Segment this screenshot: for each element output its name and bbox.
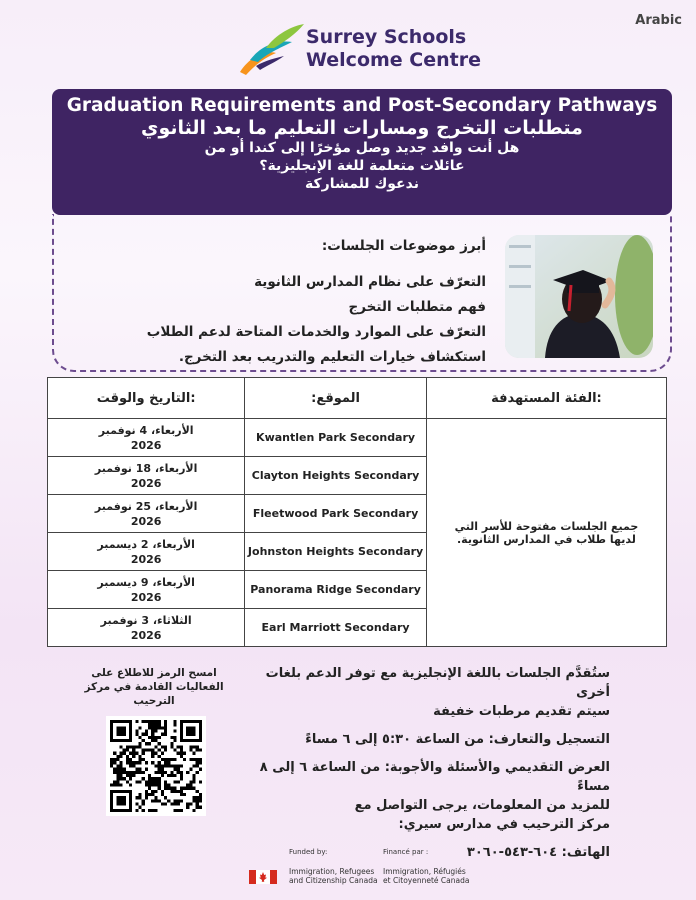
title-banner: [52, 89, 672, 215]
logo-line2: Welcome Centre: [306, 49, 481, 71]
title-english: Graduation Requirements and Post-Secondary Pathways: [66, 95, 658, 116]
title-arabic: متطلبات التخرج ومسارات التعليم ما بعد الثانوي: [141, 117, 583, 139]
date-cell: [48, 419, 245, 457]
info-phone: الهاتف: ٦٠٤-٥٤٣-٣٠٦٠: [466, 845, 610, 860]
canada-flag-icon: [249, 869, 277, 883]
logo-mark-icon: [236, 20, 306, 80]
year-text: 2026: [130, 514, 162, 528]
welcome-centre-logo: [236, 20, 486, 80]
table-row: [48, 419, 667, 457]
location-cell: Panorama Ridge Secondary: [245, 571, 427, 609]
ircc-fr-line2: et Citoyenneté Canada: [383, 876, 470, 885]
header-location: الموقع:: [245, 378, 427, 419]
table-header-row: [48, 378, 667, 419]
topic-item: فهم متطلبات التخرج: [348, 299, 486, 315]
info-refreshments: سيتم تقديم مرطبات خفيفة: [433, 704, 610, 719]
topics-heading: أبرز موضوعات الجلسات:: [321, 238, 486, 254]
topic-item: استكشاف خيارات التعليم والتدريب بعد التخرج.: [178, 349, 486, 365]
language-tag: Arabic: [635, 13, 682, 28]
ircc-english: [289, 867, 378, 885]
qr-code-icon: [110, 720, 202, 812]
date-text: الأربعاء، 18 نوفمبر: [94, 461, 198, 475]
location-cell: Johnston Heights Secondary: [245, 533, 427, 571]
year-text: 2026: [130, 476, 162, 490]
location-cell: Fleetwood Park Secondary: [245, 495, 427, 533]
date-cell: [48, 609, 245, 647]
location-cell: Clayton Heights Secondary: [245, 457, 427, 495]
date-text: الأربعاء، 2 ديسمبر: [97, 537, 195, 551]
info-registration: التسجيل والتعارف: من الساعة ٥:٣٠ إلى ٦ مساءً: [305, 732, 610, 747]
location-cell: Earl Marriott Secondary: [245, 609, 427, 647]
finance-par-label: Financé par :: [383, 848, 429, 856]
date-cell: [48, 571, 245, 609]
year-text: 2026: [130, 438, 162, 452]
year-text: 2026: [130, 628, 162, 642]
topic-item: التعرّف على نظام المدارس الثانوية: [254, 274, 486, 290]
invite-line2: عائلات متعلمة للغة الإنجليزية؟: [259, 158, 465, 174]
ircc-french: [383, 867, 469, 885]
qr-code[interactable]: [106, 716, 206, 816]
schedule-table: [47, 377, 667, 647]
graduate-photo: [505, 235, 653, 358]
date-text: الأربعاء، 4 نوفمبر: [98, 423, 194, 437]
date-text: الثلاثاء، 3 نوفمبر: [100, 613, 192, 627]
location-cell: Kwantlen Park Secondary: [245, 419, 427, 457]
info-contact: للمزيد من المعلومات، يرجى التواصل مع مركز الترحيب في مدارس سيري:: [354, 798, 610, 832]
year-text: 2026: [130, 590, 162, 604]
ircc-en-line1: Immigration, Refugees: [289, 867, 375, 876]
qr-caption: امسح الرمز للاطلاع على الفعاليات القادمة في مركز الترحيب: [84, 667, 224, 707]
date-text: الأربعاء، 25 نوفمبر: [94, 499, 198, 513]
session-info: [230, 664, 610, 862]
year-text: 2026: [130, 552, 162, 566]
invite-line3: ندعوك للمشاركة: [305, 176, 419, 192]
info-language: ستُقدَّم الجلسات باللغة الإنجليزية مع توفر الدعم بلغات أخرى: [265, 666, 610, 700]
ircc-fr-line1: Immigration, Réfugiés: [383, 867, 466, 876]
funded-by-label: Funded by:: [289, 848, 328, 856]
ircc-en-line2: and Citizenship Canada: [289, 876, 378, 885]
date-cell: [48, 495, 245, 533]
topics-list: [46, 238, 486, 374]
invite-line1: هل أنت وافد جديد وصل مؤخرًا إلى كندا أو من: [204, 140, 520, 156]
audience-cell: جميع الجلسات مفتوحة للأسر التي لديها طلاب في المدارس الثانوية.: [426, 419, 666, 647]
logo-line1: Surrey Schools: [306, 26, 467, 48]
topic-item: التعرّف على الموارد والخدمات المتاحة لدعم الطلاب: [146, 324, 486, 340]
date-text: الأربعاء، 9 ديسمبر: [97, 575, 195, 589]
header-datetime: :التاريخ والوقت: [48, 378, 245, 419]
header-audience: :الفئة المستهدفة: [426, 378, 666, 419]
date-cell: [48, 457, 245, 495]
date-cell: [48, 533, 245, 571]
info-presentation: العرض التقديمي والأسئلة والأجوبة: من الساعة ٦ إلى ٨ مساءً: [259, 760, 610, 794]
